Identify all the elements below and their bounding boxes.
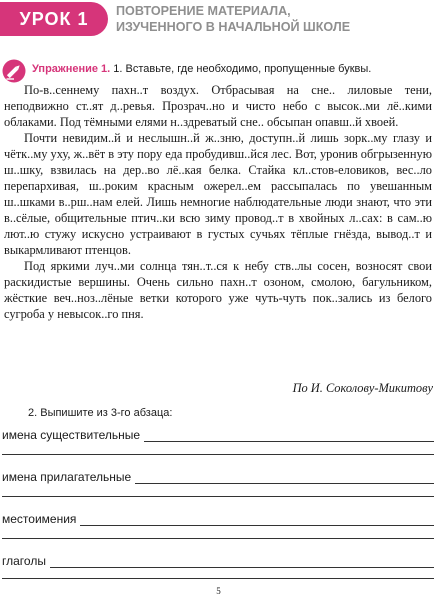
lesson-header	[0, 0, 437, 40]
exercise-task: 1. Вставьте, где необходимо, пропущенные буквы.	[113, 63, 372, 75]
paragraph-2: Почти невидим..й и неслышн..й ж..зню, доступн..й лишь зорк..му глазу и чётк..му уху, ж..вёт в эту пору еда пробудивш..йся лес. Вот, уронив обгрызенную ш..шку, взвилась на дер..во лё..кая белка. Стайка кл..стов-еловиков, вес..ло перепархивая, ш..роким красным ожерел..ем рассыпалась по увешанным ш..шками в..рш..нам елей. Лишь немногие наблюдательные люди знают, что эти в..сёлые, общительные птич..ки всю зиму провод..т в хвойных л..сах: в сам..ю лют..ю стужу искусно устраивают в густых сучьях тёплые гнёзда, вывод..т и выкармливают птенцов.	[4, 131, 432, 257]
answer-row-adjectives	[2, 466, 434, 484]
answer-line-verbs-2[interactable]	[2, 578, 434, 579]
exercise-text	[4, 82, 432, 322]
answer-label-adjectives: имена прилагательные	[2, 470, 132, 484]
task2-prompt: 2. Выпишите из 3-го абзаца:	[28, 407, 173, 419]
answer-field-adjectives[interactable]	[135, 469, 434, 484]
answer-label-pronouns: местоимения	[2, 512, 77, 526]
page-number: 5	[216, 586, 221, 596]
pencil-icon	[2, 59, 26, 83]
paragraph-1: По-в..сеннему пахн..т воздух. Отбрасывая на сне.. лиловые тени, неподвижно ст..ят д..ревья. Прозрач..но и чисто небо с высок..ми лё..кими облаками. Под тёмными елями н..здреватый сне.. обсыпан опавш..й хвоей.	[4, 83, 432, 129]
exercise-title	[32, 62, 432, 76]
answer-field-pronouns[interactable]	[80, 511, 434, 526]
answer-field-nouns[interactable]	[144, 427, 434, 442]
lesson-title-line-1: ПОВТОРЕНИЕ МАТЕРИАЛА,	[116, 4, 291, 18]
answer-line-nouns-2[interactable]	[2, 454, 434, 455]
answer-row-verbs	[2, 550, 434, 568]
answer-line-pronouns-2[interactable]	[2, 538, 434, 539]
answer-field-verbs[interactable]	[50, 553, 434, 568]
exercise-heading	[2, 59, 422, 83]
answer-label-verbs: глаголы	[2, 554, 46, 568]
exercise-label: Упражнение 1.	[32, 63, 111, 75]
lesson-title-line-2: ИЗУЧЕННОГО В НАЧАЛЬНОЙ ШКОЛЕ	[116, 20, 351, 34]
lesson-badge: УРОК 1	[0, 2, 108, 36]
answer-line-adjectives-2[interactable]	[2, 496, 434, 497]
answer-row-nouns	[2, 424, 434, 442]
answer-label-nouns: имена существительные	[2, 428, 141, 442]
text-attribution: По И. Соколову-Микитову	[292, 381, 433, 395]
lesson-title	[116, 3, 416, 35]
answer-row-pronouns	[2, 508, 434, 526]
paragraph-3: Под яркими луч..ми солнца тян..т..ся к небу ств..лы сосен, возносят свои раскидистые вершины. Очень сильно пахн..т озоном, смолою, багульником, жёсткие веч..ноз..лёные ветки которого уже чуть-чуть пок..зались из белого сугроба у невысок..го пня.	[4, 259, 432, 321]
